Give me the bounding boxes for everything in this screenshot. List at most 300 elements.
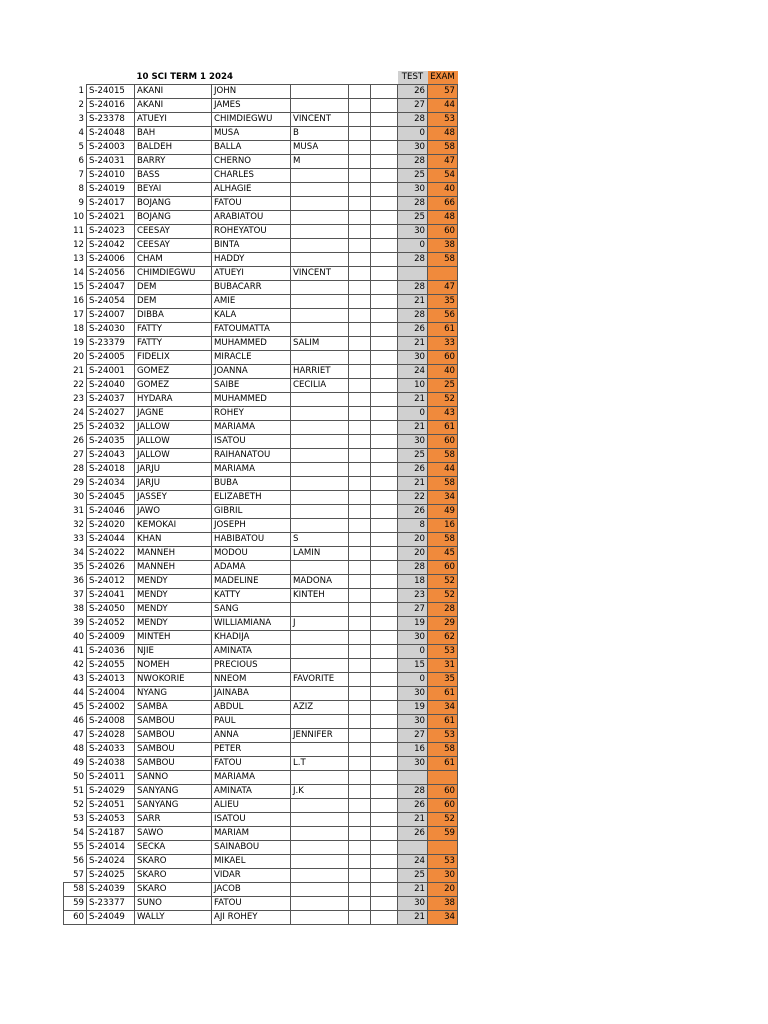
exam-score[interactable]: 61 bbox=[428, 757, 458, 771]
blank-cell[interactable] bbox=[371, 155, 398, 169]
surname[interactable]: MENDY bbox=[135, 589, 212, 603]
blank-cell[interactable] bbox=[349, 799, 371, 813]
student-id[interactable]: S-24008 bbox=[87, 715, 135, 729]
row-number[interactable]: 19 bbox=[73, 338, 84, 348]
test-score[interactable]: 30 bbox=[398, 141, 428, 155]
test-score[interactable]: 30 bbox=[398, 631, 428, 645]
blank-cell[interactable] bbox=[349, 281, 371, 295]
middle-name[interactable]: HARRIET bbox=[291, 365, 349, 379]
blank-cell[interactable] bbox=[349, 407, 371, 421]
blank-cell[interactable] bbox=[349, 813, 371, 827]
middle-name[interactable] bbox=[291, 813, 349, 827]
first-name[interactable]: ELIZABETH bbox=[212, 491, 291, 505]
row-number[interactable]: 39 bbox=[73, 618, 84, 628]
student-id[interactable]: S-24046 bbox=[87, 505, 135, 519]
surname[interactable]: DEM bbox=[135, 281, 212, 295]
middle-name[interactable] bbox=[291, 211, 349, 225]
row-number[interactable]: 2 bbox=[78, 100, 84, 110]
middle-name[interactable] bbox=[291, 225, 349, 239]
exam-score[interactable]: 58 bbox=[428, 449, 458, 463]
exam-score[interactable]: 34 bbox=[428, 491, 458, 505]
surname[interactable]: ATUEYI bbox=[135, 113, 212, 127]
blank-cell[interactable] bbox=[371, 715, 398, 729]
first-name[interactable]: MUHAMMED bbox=[212, 337, 291, 351]
first-name[interactable]: AMIE bbox=[212, 295, 291, 309]
blank-cell[interactable] bbox=[371, 127, 398, 141]
row-number[interactable]: 12 bbox=[73, 240, 84, 250]
blank-cell[interactable] bbox=[371, 435, 398, 449]
first-name[interactable]: AMINATA bbox=[212, 785, 291, 799]
blank-cell[interactable] bbox=[371, 743, 398, 757]
row-number[interactable]: 27 bbox=[73, 450, 84, 460]
test-score[interactable]: 10 bbox=[398, 379, 428, 393]
blank-cell[interactable] bbox=[349, 491, 371, 505]
blank-cell[interactable] bbox=[349, 869, 371, 883]
row-number[interactable]: 28 bbox=[73, 464, 84, 474]
exam-score[interactable]: 25 bbox=[428, 379, 458, 393]
row-number[interactable]: 5 bbox=[78, 142, 84, 152]
student-id[interactable]: S-24021 bbox=[87, 211, 135, 225]
surname[interactable]: MENDY bbox=[135, 603, 212, 617]
exam-score[interactable]: 66 bbox=[428, 197, 458, 211]
test-score[interactable]: 30 bbox=[398, 897, 428, 911]
middle-name[interactable] bbox=[291, 281, 349, 295]
middle-name[interactable] bbox=[291, 239, 349, 253]
test-score[interactable]: 21 bbox=[398, 421, 428, 435]
exam-score[interactable]: 60 bbox=[428, 561, 458, 575]
surname[interactable]: MENDY bbox=[135, 575, 212, 589]
surname[interactable]: NWOKORIE bbox=[135, 673, 212, 687]
blank-cell[interactable] bbox=[349, 715, 371, 729]
blank-cell[interactable] bbox=[371, 225, 398, 239]
exam-score[interactable]: 62 bbox=[428, 631, 458, 645]
surname[interactable]: SAMBA bbox=[135, 701, 212, 715]
middle-name[interactable] bbox=[291, 561, 349, 575]
student-id[interactable]: S-24045 bbox=[87, 491, 135, 505]
row-number[interactable]: 15 bbox=[73, 282, 84, 292]
row-number[interactable]: 20 bbox=[73, 352, 84, 362]
surname[interactable]: KEMOKAI bbox=[135, 519, 212, 533]
blank-cell[interactable] bbox=[371, 253, 398, 267]
exam-score[interactable]: 60 bbox=[428, 225, 458, 239]
row-number[interactable]: 59 bbox=[64, 897, 87, 911]
exam-score[interactable]: 52 bbox=[428, 575, 458, 589]
test-score[interactable]: 30 bbox=[398, 435, 428, 449]
surname[interactable]: AKANI bbox=[135, 99, 212, 113]
exam-score[interactable]: 58 bbox=[428, 477, 458, 491]
exam-score[interactable]: 53 bbox=[428, 645, 458, 659]
row-number[interactable]: 24 bbox=[73, 408, 84, 418]
surname[interactable]: BASS bbox=[135, 169, 212, 183]
test-score[interactable]: 0 bbox=[398, 127, 428, 141]
first-name[interactable]: PAUL bbox=[212, 715, 291, 729]
blank-cell[interactable] bbox=[349, 589, 371, 603]
test-score[interactable]: 25 bbox=[398, 869, 428, 883]
student-id[interactable]: S-24017 bbox=[87, 197, 135, 211]
surname[interactable]: SAMBOU bbox=[135, 757, 212, 771]
student-id[interactable]: S-24054 bbox=[87, 295, 135, 309]
middle-name[interactable]: J.K bbox=[291, 785, 349, 799]
row-number[interactable]: 45 bbox=[73, 702, 84, 712]
student-id[interactable]: S-24014 bbox=[87, 841, 135, 855]
middle-name[interactable]: M bbox=[291, 155, 349, 169]
first-name[interactable]: NNEOM bbox=[212, 673, 291, 687]
exam-score[interactable] bbox=[428, 841, 458, 855]
test-score[interactable]: 22 bbox=[398, 491, 428, 505]
blank-cell[interactable] bbox=[371, 799, 398, 813]
student-id[interactable]: S-24025 bbox=[87, 869, 135, 883]
exam-score[interactable]: 44 bbox=[428, 99, 458, 113]
middle-name[interactable] bbox=[291, 603, 349, 617]
surname[interactable]: SAMBOU bbox=[135, 743, 212, 757]
middle-name[interactable] bbox=[291, 463, 349, 477]
blank-cell[interactable] bbox=[371, 575, 398, 589]
middle-name[interactable] bbox=[291, 743, 349, 757]
middle-name[interactable] bbox=[291, 883, 349, 897]
first-name[interactable]: ALIEU bbox=[212, 799, 291, 813]
blank-cell[interactable] bbox=[371, 183, 398, 197]
middle-name[interactable]: S bbox=[291, 533, 349, 547]
surname[interactable]: SKARO bbox=[135, 855, 212, 869]
blank-cell[interactable] bbox=[349, 85, 371, 99]
middle-name[interactable]: VINCENT bbox=[291, 113, 349, 127]
first-name[interactable]: WILLIAMIANA bbox=[212, 617, 291, 631]
first-name[interactable]: PRECIOUS bbox=[212, 659, 291, 673]
blank-cell[interactable] bbox=[371, 99, 398, 113]
row-number[interactable]: 54 bbox=[73, 828, 84, 838]
student-id[interactable]: S-23379 bbox=[87, 337, 135, 351]
exam-score[interactable]: 53 bbox=[428, 855, 458, 869]
middle-name[interactable]: AZIZ bbox=[291, 701, 349, 715]
exam-score[interactable]: 35 bbox=[428, 673, 458, 687]
blank-cell[interactable] bbox=[349, 393, 371, 407]
middle-name[interactable]: B bbox=[291, 127, 349, 141]
test-score[interactable]: 19 bbox=[398, 617, 428, 631]
first-name[interactable]: PETER bbox=[212, 743, 291, 757]
row-number[interactable]: 7 bbox=[78, 170, 84, 180]
test-score[interactable]: 15 bbox=[398, 659, 428, 673]
student-id[interactable]: S-24056 bbox=[87, 267, 135, 281]
blank-cell[interactable] bbox=[371, 85, 398, 99]
blank-cell[interactable] bbox=[349, 547, 371, 561]
row-number[interactable]: 40 bbox=[73, 632, 84, 642]
first-name[interactable]: KALA bbox=[212, 309, 291, 323]
first-name[interactable]: JACOB bbox=[212, 883, 291, 897]
first-name[interactable]: CHERNO bbox=[212, 155, 291, 169]
exam-score[interactable]: 60 bbox=[428, 435, 458, 449]
blank-cell[interactable] bbox=[371, 351, 398, 365]
student-id[interactable]: S-24050 bbox=[87, 603, 135, 617]
test-score[interactable]: 0 bbox=[398, 645, 428, 659]
middle-name[interactable] bbox=[291, 477, 349, 491]
blank-cell[interactable] bbox=[371, 323, 398, 337]
surname[interactable]: SAWO bbox=[135, 827, 212, 841]
middle-name[interactable] bbox=[291, 771, 349, 785]
blank-cell[interactable] bbox=[371, 827, 398, 841]
middle-name[interactable] bbox=[291, 309, 349, 323]
test-score[interactable]: 25 bbox=[398, 169, 428, 183]
first-name[interactable]: FATOUMATTA bbox=[212, 323, 291, 337]
surname[interactable]: BEYAI bbox=[135, 183, 212, 197]
row-number[interactable]: 31 bbox=[73, 506, 84, 516]
blank-cell[interactable] bbox=[349, 743, 371, 757]
exam-score[interactable]: 31 bbox=[428, 659, 458, 673]
middle-name[interactable] bbox=[291, 505, 349, 519]
surname[interactable]: CHIMDIEGWU bbox=[135, 267, 212, 281]
row-number[interactable]: 43 bbox=[73, 674, 84, 684]
blank-cell[interactable] bbox=[349, 211, 371, 225]
student-id[interactable]: S-23377 bbox=[87, 897, 135, 911]
row-number[interactable]: 13 bbox=[73, 254, 84, 264]
surname[interactable]: CHAM bbox=[135, 253, 212, 267]
surname[interactable]: AKANI bbox=[135, 85, 212, 99]
middle-name[interactable] bbox=[291, 393, 349, 407]
first-name[interactable]: MODOU bbox=[212, 547, 291, 561]
middle-name[interactable]: VINCENT bbox=[291, 267, 349, 281]
student-id[interactable]: S-24051 bbox=[87, 799, 135, 813]
surname[interactable]: GOMEZ bbox=[135, 365, 212, 379]
middle-name[interactable]: SALIM bbox=[291, 337, 349, 351]
first-name[interactable]: BUBACARR bbox=[212, 281, 291, 295]
row-number[interactable]: 14 bbox=[73, 268, 84, 278]
blank-cell[interactable] bbox=[349, 505, 371, 519]
first-name[interactable]: SANG bbox=[212, 603, 291, 617]
student-id[interactable]: S-24027 bbox=[87, 407, 135, 421]
exam-score[interactable]: 38 bbox=[428, 897, 458, 911]
test-score[interactable]: 21 bbox=[398, 393, 428, 407]
test-score[interactable]: 26 bbox=[398, 799, 428, 813]
row-number[interactable]: 60 bbox=[64, 911, 87, 925]
middle-name[interactable] bbox=[291, 197, 349, 211]
middle-name[interactable] bbox=[291, 99, 349, 113]
test-score[interactable]: 28 bbox=[398, 281, 428, 295]
row-number[interactable]: 44 bbox=[73, 688, 84, 698]
exam-score[interactable]: 20 bbox=[428, 883, 458, 897]
test-score[interactable]: 30 bbox=[398, 757, 428, 771]
row-number[interactable]: 32 bbox=[73, 520, 84, 530]
test-score[interactable]: 26 bbox=[398, 85, 428, 99]
blank-cell[interactable] bbox=[371, 757, 398, 771]
surname[interactable]: JASSEY bbox=[135, 491, 212, 505]
exam-score[interactable] bbox=[428, 771, 458, 785]
middle-name[interactable] bbox=[291, 841, 349, 855]
exam-score[interactable]: 52 bbox=[428, 813, 458, 827]
test-score[interactable]: 30 bbox=[398, 687, 428, 701]
student-id[interactable]: S-24023 bbox=[87, 225, 135, 239]
exam-score[interactable]: 53 bbox=[428, 729, 458, 743]
blank-cell[interactable] bbox=[371, 477, 398, 491]
blank-cell[interactable] bbox=[349, 827, 371, 841]
exam-score[interactable]: 29 bbox=[428, 617, 458, 631]
blank-cell[interactable] bbox=[349, 197, 371, 211]
blank-cell[interactable] bbox=[371, 267, 398, 281]
test-score[interactable]: 21 bbox=[398, 295, 428, 309]
middle-name[interactable] bbox=[291, 253, 349, 267]
student-id[interactable]: S-24003 bbox=[87, 141, 135, 155]
blank-cell[interactable] bbox=[349, 365, 371, 379]
exam-score[interactable]: 52 bbox=[428, 393, 458, 407]
row-number[interactable]: 56 bbox=[73, 856, 84, 866]
student-id[interactable]: S-24026 bbox=[87, 561, 135, 575]
exam-score[interactable]: 47 bbox=[428, 281, 458, 295]
surname[interactable]: SANYANG bbox=[135, 799, 212, 813]
student-id[interactable]: S-24048 bbox=[87, 127, 135, 141]
row-number[interactable]: 21 bbox=[73, 366, 84, 376]
row-number[interactable]: 10 bbox=[73, 212, 84, 222]
first-name[interactable]: SAIBE bbox=[212, 379, 291, 393]
middle-name[interactable]: L.T bbox=[291, 757, 349, 771]
exam-score[interactable]: 49 bbox=[428, 505, 458, 519]
middle-name[interactable] bbox=[291, 351, 349, 365]
test-score[interactable]: 27 bbox=[398, 99, 428, 113]
student-id[interactable]: S-24049 bbox=[87, 911, 135, 925]
surname[interactable]: FATTY bbox=[135, 323, 212, 337]
first-name[interactable]: AJI ROHEY bbox=[212, 911, 291, 925]
student-id[interactable]: S-24012 bbox=[87, 575, 135, 589]
blank-cell[interactable] bbox=[371, 113, 398, 127]
blank-cell[interactable] bbox=[371, 869, 398, 883]
surname[interactable]: NYANG bbox=[135, 687, 212, 701]
blank-cell[interactable] bbox=[349, 771, 371, 785]
blank-cell[interactable] bbox=[349, 757, 371, 771]
blank-cell[interactable] bbox=[371, 463, 398, 477]
exam-score[interactable]: 28 bbox=[428, 603, 458, 617]
row-number[interactable]: 50 bbox=[73, 772, 84, 782]
test-score[interactable]: 28 bbox=[398, 155, 428, 169]
exam-score[interactable]: 60 bbox=[428, 785, 458, 799]
first-name[interactable]: HADDY bbox=[212, 253, 291, 267]
student-id[interactable]: S-24038 bbox=[87, 757, 135, 771]
blank-cell[interactable] bbox=[371, 589, 398, 603]
first-name[interactable]: SAINABOU bbox=[212, 841, 291, 855]
test-score[interactable]: 28 bbox=[398, 309, 428, 323]
test-score[interactable]: 28 bbox=[398, 197, 428, 211]
row-number[interactable]: 55 bbox=[73, 842, 84, 852]
surname[interactable]: NJIE bbox=[135, 645, 212, 659]
exam-score[interactable]: 34 bbox=[428, 911, 458, 925]
row-number[interactable]: 25 bbox=[73, 422, 84, 432]
blank-cell[interactable] bbox=[349, 127, 371, 141]
blank-cell[interactable] bbox=[371, 365, 398, 379]
first-name[interactable]: ISATOU bbox=[212, 435, 291, 449]
first-name[interactable]: MUHAMMED bbox=[212, 393, 291, 407]
test-score[interactable]: 20 bbox=[398, 547, 428, 561]
first-name[interactable]: ARABIATOU bbox=[212, 211, 291, 225]
test-score[interactable]: 28 bbox=[398, 253, 428, 267]
test-score[interactable]: 18 bbox=[398, 575, 428, 589]
test-score[interactable]: 24 bbox=[398, 855, 428, 869]
first-name[interactable]: FATOU bbox=[212, 757, 291, 771]
row-number[interactable]: 37 bbox=[73, 590, 84, 600]
exam-score[interactable]: 54 bbox=[428, 169, 458, 183]
row-number[interactable]: 35 bbox=[73, 562, 84, 572]
exam-score[interactable]: 58 bbox=[428, 533, 458, 547]
first-name[interactable]: VIDAR bbox=[212, 869, 291, 883]
exam-score[interactable]: 59 bbox=[428, 827, 458, 841]
first-name[interactable]: CHARLES bbox=[212, 169, 291, 183]
blank-cell[interactable] bbox=[371, 659, 398, 673]
blank-cell[interactable] bbox=[371, 281, 398, 295]
first-name[interactable]: FATOU bbox=[212, 897, 291, 911]
exam-score[interactable]: 58 bbox=[428, 743, 458, 757]
first-name[interactable]: ROHEYATOU bbox=[212, 225, 291, 239]
first-name[interactable]: MARIAMA bbox=[212, 771, 291, 785]
test-score[interactable] bbox=[398, 841, 428, 855]
student-id[interactable]: S-24028 bbox=[87, 729, 135, 743]
student-id[interactable]: S-24031 bbox=[87, 155, 135, 169]
row-number[interactable]: 17 bbox=[73, 310, 84, 320]
blank-cell[interactable] bbox=[349, 351, 371, 365]
blank-cell[interactable] bbox=[349, 477, 371, 491]
surname[interactable]: JAWO bbox=[135, 505, 212, 519]
middle-name[interactable]: CECILIA bbox=[291, 379, 349, 393]
blank-cell[interactable] bbox=[371, 337, 398, 351]
middle-name[interactable]: KINTEH bbox=[291, 589, 349, 603]
blank-cell[interactable] bbox=[371, 897, 398, 911]
student-id[interactable]: S-24034 bbox=[87, 477, 135, 491]
exam-score[interactable]: 38 bbox=[428, 239, 458, 253]
row-number[interactable]: 48 bbox=[73, 744, 84, 754]
row-number[interactable]: 38 bbox=[73, 604, 84, 614]
row-number[interactable]: 16 bbox=[73, 296, 84, 306]
test-score[interactable]: 21 bbox=[398, 911, 428, 925]
blank-cell[interactable] bbox=[349, 883, 371, 897]
middle-name[interactable]: JENNIFER bbox=[291, 729, 349, 743]
blank-cell[interactable] bbox=[371, 813, 398, 827]
student-id[interactable]: S-24042 bbox=[87, 239, 135, 253]
surname[interactable]: MINTEH bbox=[135, 631, 212, 645]
blank-cell[interactable] bbox=[349, 855, 371, 869]
row-number[interactable]: 3 bbox=[78, 114, 84, 124]
blank-cell[interactable] bbox=[349, 449, 371, 463]
first-name[interactable]: ISATOU bbox=[212, 813, 291, 827]
first-name[interactable]: CHIMDIEGWU bbox=[212, 113, 291, 127]
exam-score[interactable]: 52 bbox=[428, 589, 458, 603]
student-id[interactable]: S-24033 bbox=[87, 743, 135, 757]
blank-cell[interactable] bbox=[349, 603, 371, 617]
blank-cell[interactable] bbox=[371, 421, 398, 435]
test-score[interactable]: 26 bbox=[398, 505, 428, 519]
surname[interactable]: SANYANG bbox=[135, 785, 212, 799]
test-score[interactable] bbox=[398, 771, 428, 785]
row-number[interactable]: 49 bbox=[73, 758, 84, 768]
student-id[interactable]: S-24053 bbox=[87, 813, 135, 827]
surname[interactable]: WALLY bbox=[135, 911, 212, 925]
student-id[interactable]: S-24019 bbox=[87, 183, 135, 197]
test-score[interactable]: 26 bbox=[398, 463, 428, 477]
blank-cell[interactable] bbox=[349, 295, 371, 309]
surname[interactable]: CEESAY bbox=[135, 239, 212, 253]
test-score[interactable]: 23 bbox=[398, 589, 428, 603]
row-number[interactable]: 29 bbox=[73, 478, 84, 488]
student-id[interactable]: S-24052 bbox=[87, 617, 135, 631]
middle-name[interactable] bbox=[291, 631, 349, 645]
blank-cell[interactable] bbox=[349, 435, 371, 449]
student-id[interactable]: S-24024 bbox=[87, 855, 135, 869]
test-score[interactable]: 30 bbox=[398, 225, 428, 239]
middle-name[interactable] bbox=[291, 435, 349, 449]
test-score[interactable]: 28 bbox=[398, 113, 428, 127]
first-name[interactable]: ALHAGIE bbox=[212, 183, 291, 197]
blank-cell[interactable] bbox=[349, 463, 371, 477]
first-name[interactable]: MARIAMA bbox=[212, 463, 291, 477]
row-number[interactable]: 57 bbox=[73, 869, 84, 880]
test-score[interactable]: 24 bbox=[398, 365, 428, 379]
middle-name[interactable] bbox=[291, 645, 349, 659]
middle-name[interactable] bbox=[291, 715, 349, 729]
row-number[interactable]: 9 bbox=[78, 198, 84, 208]
blank-cell[interactable] bbox=[371, 169, 398, 183]
